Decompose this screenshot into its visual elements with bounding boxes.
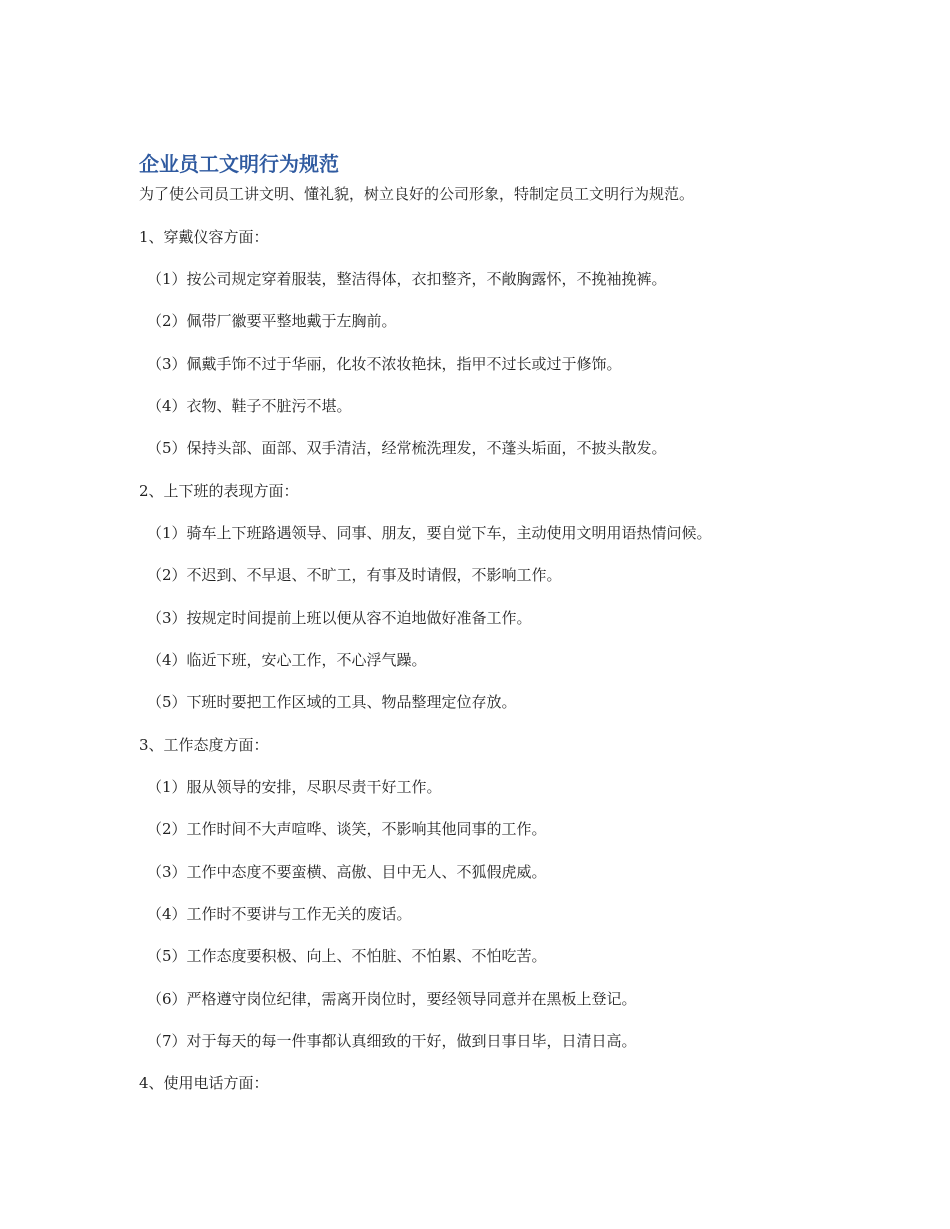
list-item: （1）服从领导的安排，尽职尽责干好工作。 xyxy=(147,777,442,796)
list-item: （3）工作中态度不要蛮横、高傲、目中无人、不狐假虎威。 xyxy=(147,862,547,881)
section-commute xyxy=(139,477,839,717)
list-item: （2）佩带厂徽要平整地戴于左胸前。 xyxy=(147,312,397,331)
list-item: （4）临近下班，安心工作，不心浮气躁。 xyxy=(147,650,427,669)
list-item: （6）严格遵守岗位纪律，需离开岗位时，要经领导同意并在黑板上登记。 xyxy=(147,989,637,1008)
section-phone xyxy=(139,1069,839,1097)
section-dress xyxy=(139,223,839,463)
document-title: 企业员工文明行为规范 xyxy=(139,152,339,176)
section-heading: 4、使用电话方面： xyxy=(139,1074,269,1093)
section-work-attitude xyxy=(139,731,839,1055)
list-item: （7）对于每天的每一件事都认真细致的干好，做到日事日毕，日清日高。 xyxy=(147,1032,637,1051)
list-item: （5）下班时要把工作区域的工具、物品整理定位存放。 xyxy=(147,693,517,712)
section-heading: 3、工作态度方面： xyxy=(139,735,269,754)
list-item: （1）骑车上下班路遇领导、同事、朋友，要自觉下车，主动使用文明用语热情问候。 xyxy=(147,523,712,542)
list-item: （5）工作态度要积极、向上、不怕脏、不怕累、不怕吃苦。 xyxy=(147,947,547,966)
intro-paragraph: 为了使公司员工讲文明、懂礼貌，树立良好的公司形象，特制定员工文明行为规范。 xyxy=(139,185,695,203)
list-item: （5）保持头部、面部、双手清洁，经常梳洗理发，不蓬头垢面，不披头散发。 xyxy=(147,439,667,458)
section-heading: 1、穿戴仪容方面： xyxy=(139,227,269,246)
section-heading: 2、上下班的表现方面： xyxy=(139,481,299,500)
list-item: （3）佩戴手饰不过于华丽，化妆不浓妆艳抹，指甲不过长或过于修饰。 xyxy=(147,354,622,373)
list-item: （3）按规定时间提前上班以便从容不迫地做好准备工作。 xyxy=(147,608,532,627)
list-item: （2）不迟到、不早退、不旷工，有事及时请假，不影响工作。 xyxy=(147,566,562,585)
list-item: （2）工作时间不大声喧哗、谈笑，不影响其他同事的工作。 xyxy=(147,820,547,839)
list-item: （1）按公司规定穿着服装，整洁得体，衣扣整齐，不敞胸露怀，不挽袖挽裤。 xyxy=(147,269,667,288)
list-item: （4）衣物、鞋子不脏污不堪。 xyxy=(147,396,352,415)
list-item: （4）工作时不要讲与工作无关的废话。 xyxy=(147,905,412,923)
document-body xyxy=(139,180,839,1112)
